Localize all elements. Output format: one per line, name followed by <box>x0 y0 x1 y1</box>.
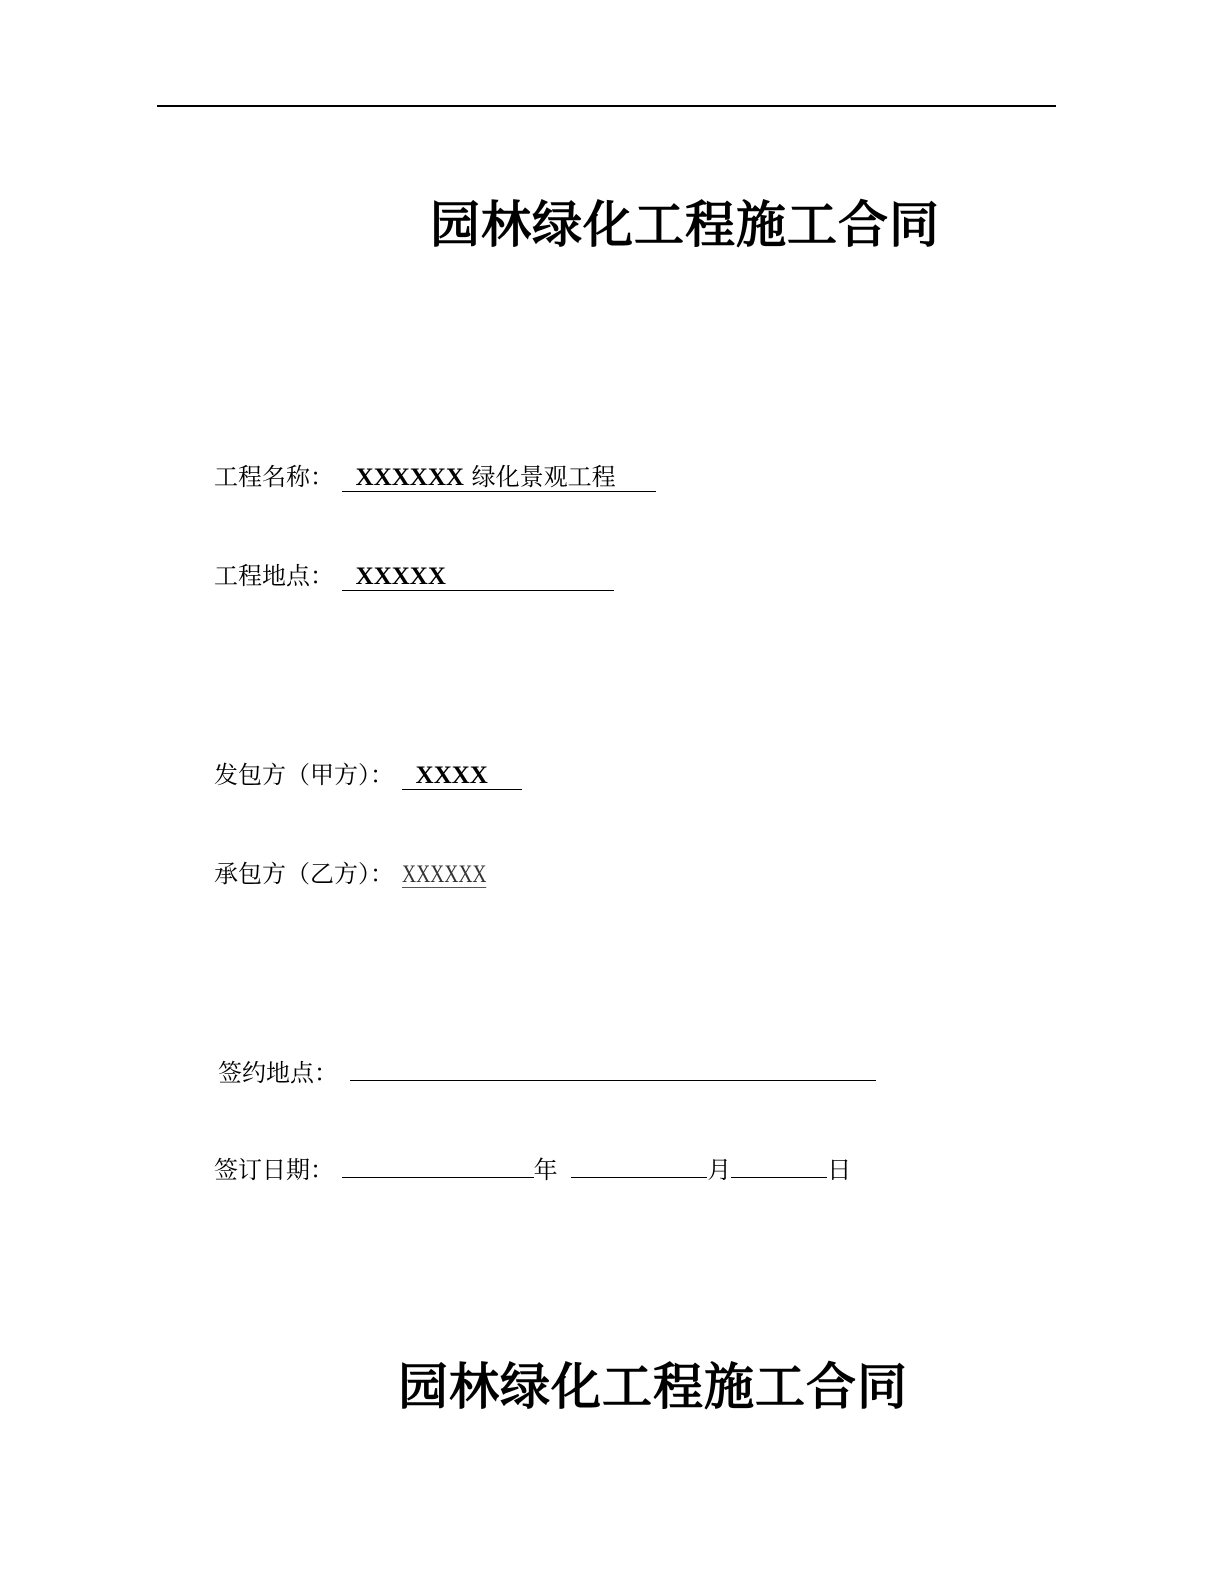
party-b-field <box>214 859 510 889</box>
document-title: 园林绿化工程施工合同 <box>430 196 940 254</box>
project-location-value: XXXXX <box>342 563 614 591</box>
header-rule <box>157 105 1056 107</box>
day-label: 日 <box>827 1156 852 1184</box>
signing-place-blank[interactable] <box>350 1058 876 1081</box>
party-a-label: 发包方（甲方）： <box>214 761 394 789</box>
year-blank[interactable] <box>342 1155 534 1178</box>
repeated-document-title: 园林绿化工程施工合同 <box>398 1358 908 1416</box>
signing-place-label: 签约地点： <box>218 1059 338 1087</box>
party-b-value: XXXXXX <box>401 861 487 888</box>
project-location-label: 工程地点： <box>214 562 334 590</box>
signing-date-field <box>214 1155 851 1185</box>
year-label: 年 <box>533 1156 558 1184</box>
month-label: 月 <box>707 1156 732 1184</box>
signing-date-label: 签订日期： <box>214 1156 334 1184</box>
month-blank[interactable] <box>571 1155 707 1178</box>
project-name-label: 工程名称： <box>214 463 334 491</box>
party-b-label: 承包方（乙方）： <box>214 860 394 888</box>
party-a-value: XXXX <box>402 762 522 790</box>
day-blank[interactable] <box>731 1155 827 1178</box>
signing-place-field <box>218 1058 876 1088</box>
project-location-field <box>214 561 614 591</box>
project-name-field <box>214 462 656 492</box>
project-name-value: XXXXXX 绿化景观工程 <box>342 464 656 492</box>
party-a-field <box>214 760 522 790</box>
